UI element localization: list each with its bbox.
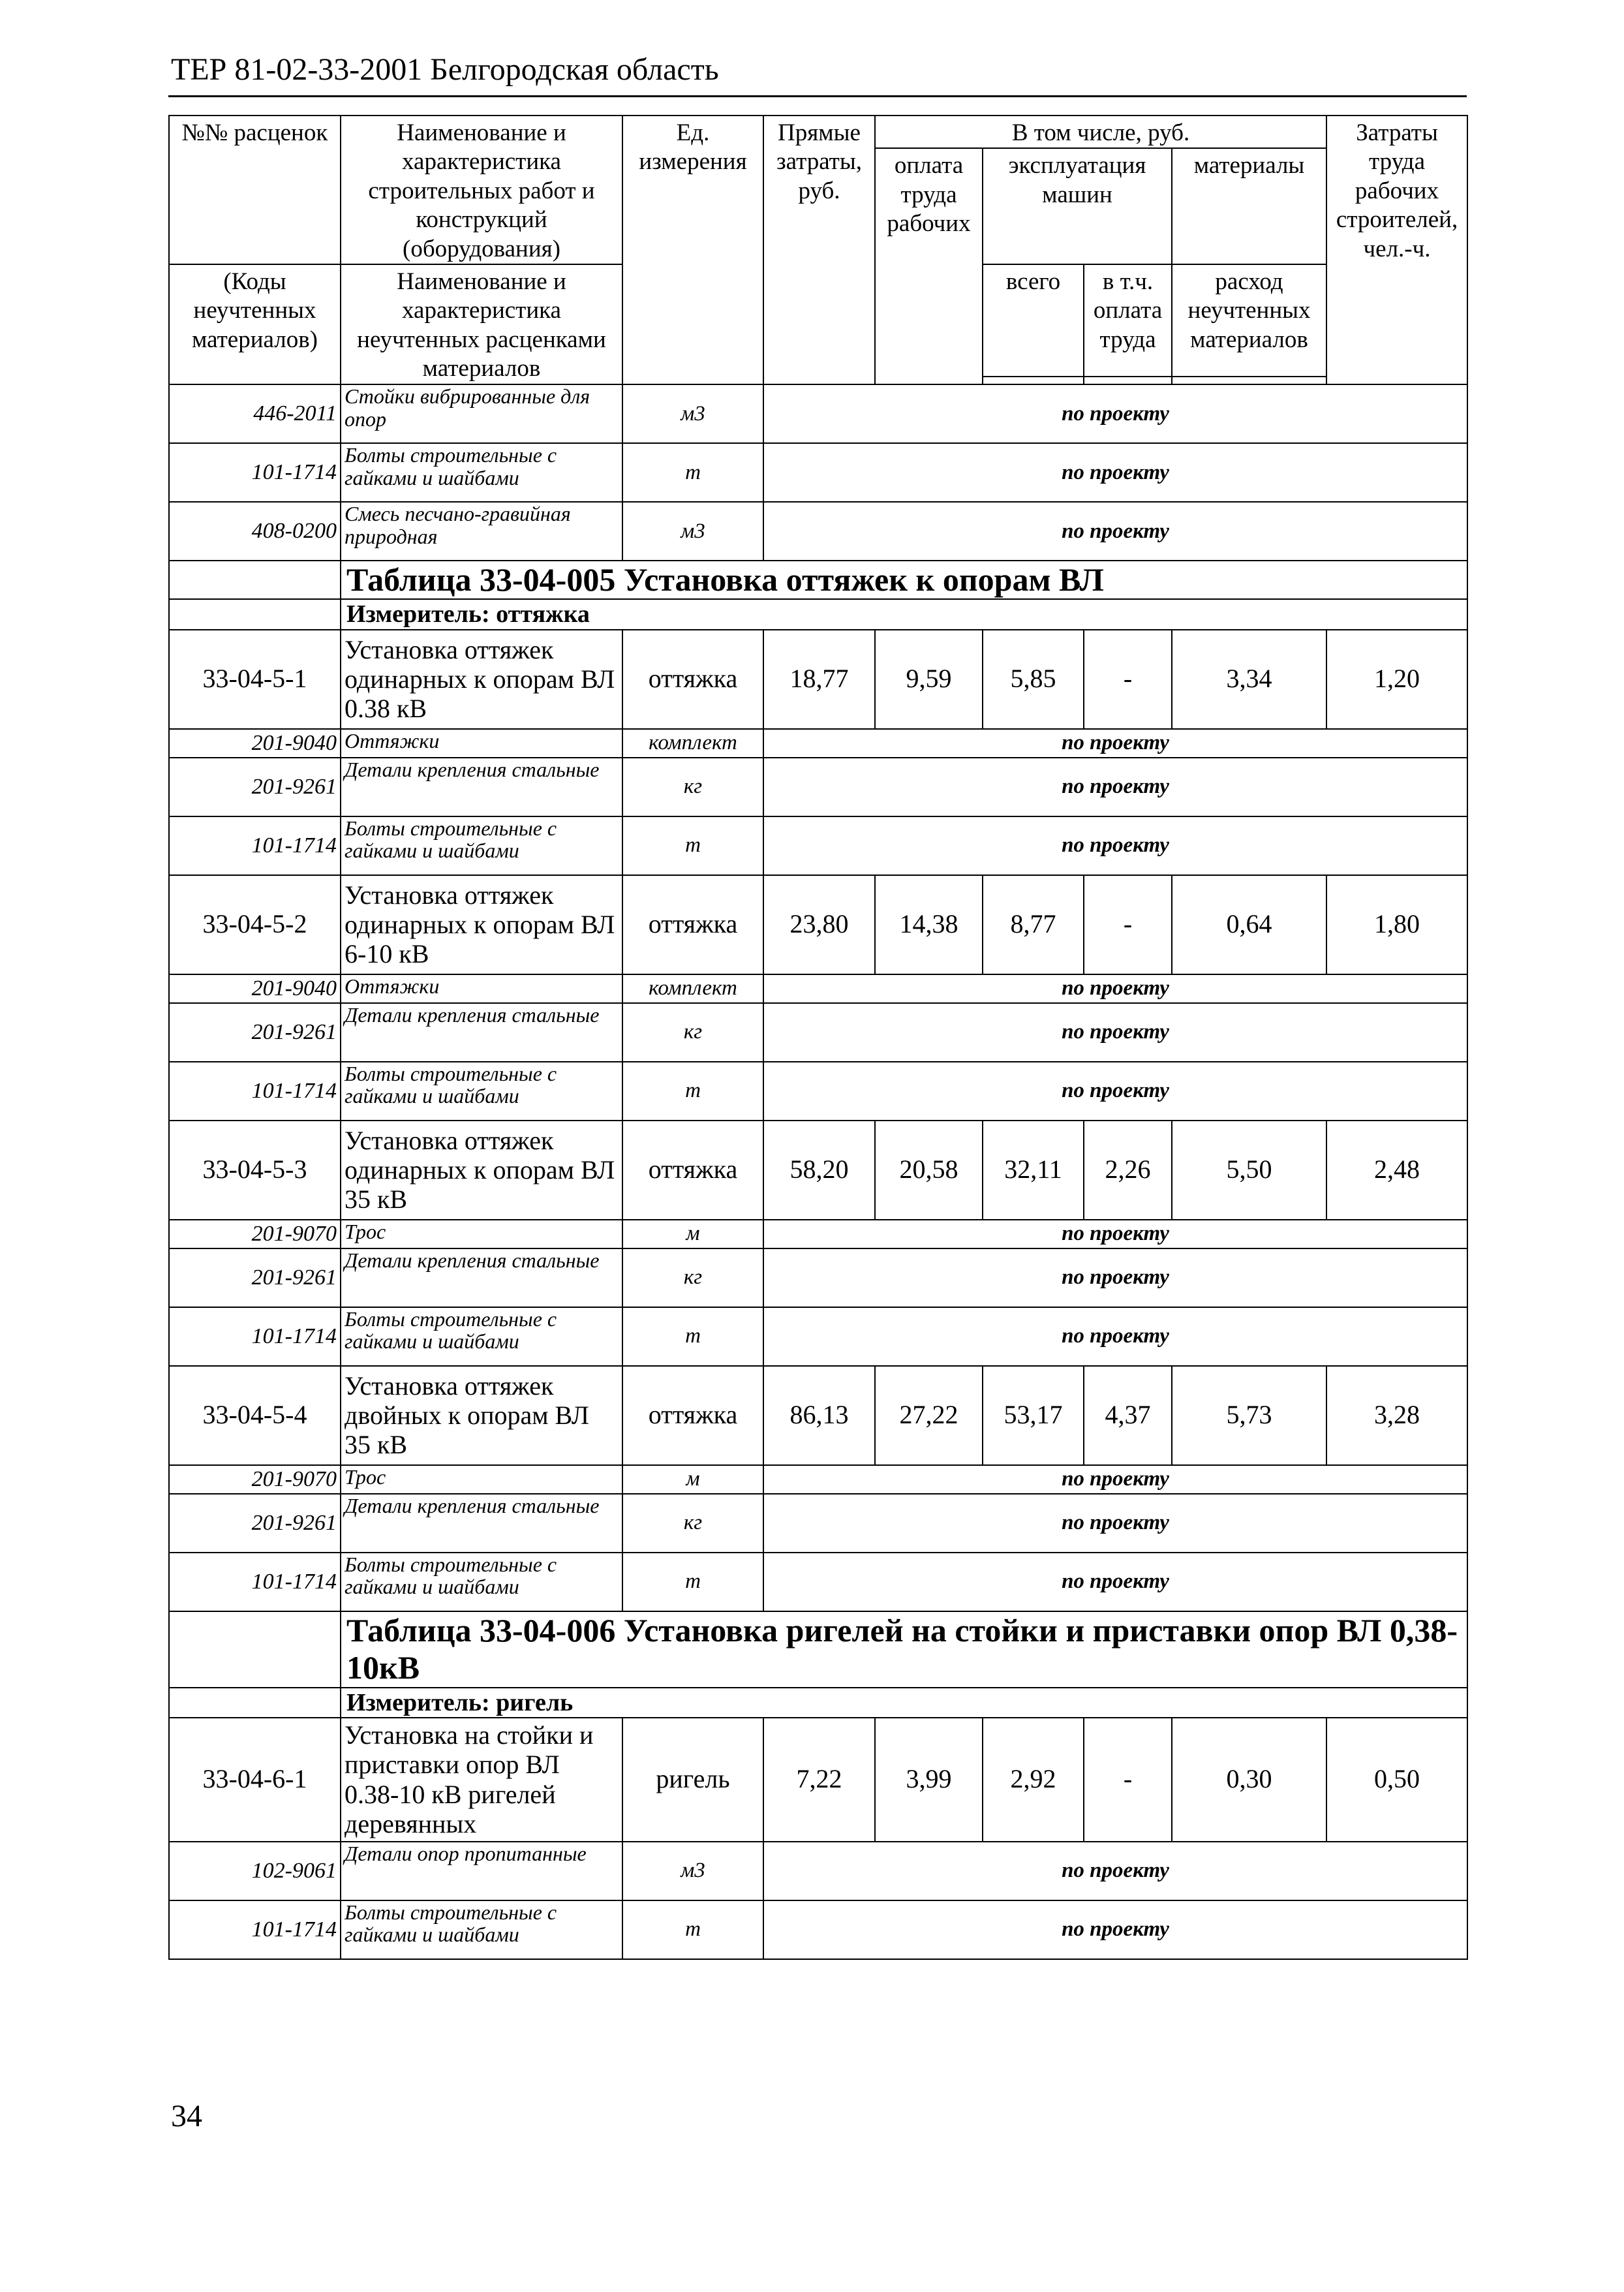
header-mat-consumption: расход неучтенных материалов bbox=[1172, 264, 1326, 377]
material-value: по проекту bbox=[763, 1220, 1467, 1248]
material-code: 101-1714 bbox=[169, 816, 341, 875]
work-labor: 1,80 bbox=[1326, 875, 1467, 974]
material-unit: т bbox=[622, 1553, 763, 1611]
material-unit: комплект bbox=[622, 974, 763, 1003]
material-code: 101-1714 bbox=[169, 1307, 341, 1366]
header-incl: В том числе, руб. bbox=[875, 116, 1326, 148]
material-value: по проекту bbox=[763, 1003, 1467, 1062]
page-number: 34 bbox=[171, 2099, 202, 2133]
material-code: 201-9070 bbox=[169, 1220, 341, 1248]
material-row bbox=[169, 974, 1467, 1003]
material-code: 201-9261 bbox=[169, 1003, 341, 1062]
material-name: Болты строительные с гайками и шайбами bbox=[341, 1553, 622, 1611]
header-filler bbox=[983, 377, 1084, 384]
measure-spacer bbox=[169, 599, 341, 629]
material-row bbox=[169, 502, 1467, 561]
material-code: 102-9061 bbox=[169, 1842, 341, 1900]
work-labor: 2,48 bbox=[1326, 1121, 1467, 1220]
work-labor: 1,20 bbox=[1326, 630, 1467, 729]
material-name: Стойки вибрированные для опор bbox=[341, 384, 622, 443]
work-machines-wage: 2,26 bbox=[1084, 1121, 1172, 1220]
table-title: Таблица 33-04-006 Установка ригелей на стойки и приставки опор ВЛ 0,38-10кВ bbox=[341, 1611, 1467, 1688]
work-direct-cost: 86,13 bbox=[763, 1366, 875, 1465]
table-title-row bbox=[169, 1611, 1467, 1688]
material-unit: кг bbox=[622, 1494, 763, 1553]
work-machines-total: 8,77 bbox=[983, 875, 1084, 974]
material-row bbox=[169, 443, 1467, 502]
material-value: по проекту bbox=[763, 729, 1467, 758]
material-value: по проекту bbox=[763, 1842, 1467, 1900]
material-unit: т bbox=[622, 1062, 763, 1121]
material-code: 101-1714 bbox=[169, 1900, 341, 1959]
work-machines-wage: - bbox=[1084, 875, 1172, 974]
material-unit: комплект bbox=[622, 729, 763, 758]
material-value: по проекту bbox=[763, 502, 1467, 561]
material-code: 101-1714 bbox=[169, 1553, 341, 1611]
material-value: по проекту bbox=[763, 1248, 1467, 1307]
work-materials: 5,50 bbox=[1172, 1121, 1326, 1220]
page-header: ТЕР 81-02-33-2001 Белгородская область bbox=[171, 52, 719, 87]
material-unit: т bbox=[622, 816, 763, 875]
material-code: 201-9040 bbox=[169, 729, 341, 758]
work-materials: 0,64 bbox=[1172, 875, 1326, 974]
work-name: Установка оттяжек двойных к опорам ВЛ 35 кВ bbox=[341, 1366, 622, 1465]
work-machines-wage: - bbox=[1084, 630, 1172, 729]
material-name: Детали крепления стальные bbox=[341, 1003, 622, 1062]
work-machines-total: 32,11 bbox=[983, 1121, 1084, 1220]
material-row bbox=[169, 1494, 1467, 1553]
material-row bbox=[169, 729, 1467, 758]
work-direct-cost: 58,20 bbox=[763, 1121, 875, 1220]
work-wage: 9,59 bbox=[875, 630, 983, 729]
header-unit: Ед. измерения bbox=[622, 116, 763, 384]
material-row bbox=[169, 758, 1467, 816]
header-wage: оплата труда рабочих bbox=[875, 148, 983, 384]
material-name: Детали крепления стальные bbox=[341, 1494, 622, 1553]
work-name: Установка оттяжек одинарных к опорам ВЛ 35 кВ bbox=[341, 1121, 622, 1220]
measure-row bbox=[169, 1688, 1467, 1718]
title-spacer bbox=[169, 561, 341, 600]
material-row bbox=[169, 1307, 1467, 1366]
material-row bbox=[169, 1062, 1467, 1121]
material-unit: т bbox=[622, 1307, 763, 1366]
header-filler bbox=[1172, 377, 1326, 384]
material-unit: т bbox=[622, 1900, 763, 1959]
material-row bbox=[169, 1465, 1467, 1494]
material-value: по проекту bbox=[763, 1900, 1467, 1959]
material-name: Смесь песчано-гравийная природная bbox=[341, 502, 622, 561]
material-unit: т bbox=[622, 443, 763, 502]
material-name: Трос bbox=[341, 1220, 622, 1248]
work-machines-total: 5,85 bbox=[983, 630, 1084, 729]
header-direct: Прямые затраты, руб. bbox=[763, 116, 875, 384]
work-code: 33-04-5-2 bbox=[169, 875, 341, 974]
material-unit: кг bbox=[622, 1003, 763, 1062]
material-code: 201-9261 bbox=[169, 1248, 341, 1307]
material-unit: м3 bbox=[622, 384, 763, 443]
work-machines-wage: - bbox=[1084, 1718, 1172, 1842]
material-value: по проекту bbox=[763, 1465, 1467, 1494]
material-value: по проекту bbox=[763, 443, 1467, 502]
work-unit: оттяжка bbox=[622, 1366, 763, 1465]
work-unit: оттяжка bbox=[622, 1121, 763, 1220]
material-row bbox=[169, 1220, 1467, 1248]
material-row bbox=[169, 816, 1467, 875]
material-code: 201-9261 bbox=[169, 1494, 341, 1553]
work-machines-total: 2,92 bbox=[983, 1718, 1084, 1842]
work-code: 33-04-5-1 bbox=[169, 630, 341, 729]
work-unit: оттяжка bbox=[622, 875, 763, 974]
table-title: Таблица 33-04-005 Установка оттяжек к опорам ВЛ bbox=[341, 561, 1467, 600]
material-row bbox=[169, 1842, 1467, 1900]
material-row bbox=[169, 384, 1467, 443]
material-code: 201-9261 bbox=[169, 758, 341, 816]
work-name: Установка оттяжек одинарных к опорам ВЛ 0.38 кВ bbox=[341, 630, 622, 729]
work-materials: 0,30 bbox=[1172, 1718, 1326, 1842]
header-name-bottom: Наименование и характеристика неучтенных расценками материалов bbox=[341, 264, 622, 384]
work-machines-total: 53,17 bbox=[983, 1366, 1084, 1465]
header-mach-total: всего bbox=[983, 264, 1084, 377]
work-row bbox=[169, 1121, 1467, 1220]
material-code: 101-1714 bbox=[169, 1062, 341, 1121]
header-row-1 bbox=[169, 116, 1467, 148]
header-name-top: Наименование и характеристика строительных работ и конструкций (оборудования) bbox=[341, 116, 622, 264]
work-row bbox=[169, 875, 1467, 974]
work-direct-cost: 23,80 bbox=[763, 875, 875, 974]
measure-unit: Измеритель: оттяжка bbox=[341, 599, 1467, 629]
header-filler bbox=[1084, 377, 1172, 384]
work-name: Установка на стойки и приставки опор ВЛ 0.38-10 кВ ригелей деревянных bbox=[341, 1718, 622, 1842]
title-spacer bbox=[169, 1611, 341, 1688]
work-unit: оттяжка bbox=[622, 630, 763, 729]
material-unit: м3 bbox=[622, 502, 763, 561]
material-code: 101-1714 bbox=[169, 443, 341, 502]
material-value: по проекту bbox=[763, 1494, 1467, 1553]
measure-row bbox=[169, 599, 1467, 629]
header-machines: эксплуатация машин bbox=[983, 148, 1172, 264]
header-mach-wage: в т.ч. оплата труда bbox=[1084, 264, 1172, 377]
material-value: по проекту bbox=[763, 758, 1467, 816]
table-title-row bbox=[169, 561, 1467, 600]
work-wage: 27,22 bbox=[875, 1366, 983, 1465]
work-wage: 3,99 bbox=[875, 1718, 983, 1842]
work-code: 33-04-6-1 bbox=[169, 1718, 341, 1842]
material-unit: кг bbox=[622, 1248, 763, 1307]
material-unit: м bbox=[622, 1220, 763, 1248]
material-name: Оттяжки bbox=[341, 974, 622, 1003]
work-name: Установка оттяжек одинарных к опорам ВЛ 6-10 кВ bbox=[341, 875, 622, 974]
material-value: по проекту bbox=[763, 384, 1467, 443]
material-name: Болты строительные с гайками и шайбами bbox=[341, 1900, 622, 1959]
material-value: по проекту bbox=[763, 1307, 1467, 1366]
work-code: 33-04-5-4 bbox=[169, 1366, 341, 1465]
material-name: Детали крепления стальные bbox=[341, 1248, 622, 1307]
material-value: по проекту bbox=[763, 1553, 1467, 1611]
work-materials: 5,73 bbox=[1172, 1366, 1326, 1465]
work-row bbox=[169, 630, 1467, 729]
material-row bbox=[169, 1900, 1467, 1959]
material-row bbox=[169, 1248, 1467, 1307]
work-wage: 14,38 bbox=[875, 875, 983, 974]
material-name: Трос bbox=[341, 1465, 622, 1494]
header-rule bbox=[168, 95, 1467, 97]
work-machines-wage: 4,37 bbox=[1084, 1366, 1172, 1465]
material-code: 408-0200 bbox=[169, 502, 341, 561]
work-labor: 3,28 bbox=[1326, 1366, 1467, 1465]
work-labor: 0,50 bbox=[1326, 1718, 1467, 1842]
measure-spacer bbox=[169, 1688, 341, 1718]
material-row bbox=[169, 1553, 1467, 1611]
work-row bbox=[169, 1718, 1467, 1842]
material-code: 446-2011 bbox=[169, 384, 341, 443]
work-wage: 20,58 bbox=[875, 1121, 983, 1220]
material-name: Болты строительные с гайками и шайбами bbox=[341, 816, 622, 875]
header-materials: материалы bbox=[1172, 148, 1326, 264]
material-unit: м bbox=[622, 1465, 763, 1494]
work-code: 33-04-5-3 bbox=[169, 1121, 341, 1220]
material-name: Болты строительные с гайками и шайбами bbox=[341, 1307, 622, 1366]
material-value: по проекту bbox=[763, 974, 1467, 1003]
material-name: Детали крепления стальные bbox=[341, 758, 622, 816]
work-direct-cost: 7,22 bbox=[763, 1718, 875, 1842]
work-direct-cost: 18,77 bbox=[763, 630, 875, 729]
work-materials: 3,34 bbox=[1172, 630, 1326, 729]
rates-table bbox=[168, 115, 1468, 1960]
material-name: Оттяжки bbox=[341, 729, 622, 758]
work-unit: ригель bbox=[622, 1718, 763, 1842]
material-name: Болты строительные с гайками и шайбами bbox=[341, 443, 622, 502]
header-labor: Затраты труда рабочих строителей, чел.-ч. bbox=[1326, 116, 1467, 384]
material-name: Болты строительные с гайками и шайбами bbox=[341, 1062, 622, 1121]
material-unit: кг bbox=[622, 758, 763, 816]
material-code: 201-9070 bbox=[169, 1465, 341, 1494]
header-code-bottom: (Коды неучтенных материалов) bbox=[169, 264, 341, 384]
material-value: по проекту bbox=[763, 816, 1467, 875]
header-code-top: №№ расценок bbox=[169, 116, 341, 264]
measure-unit: Измеритель: ригель bbox=[341, 1688, 1467, 1718]
work-row bbox=[169, 1366, 1467, 1465]
material-name: Детали опор пропитанные bbox=[341, 1842, 622, 1900]
material-row bbox=[169, 1003, 1467, 1062]
material-code: 201-9040 bbox=[169, 974, 341, 1003]
material-unit: м3 bbox=[622, 1842, 763, 1900]
material-value: по проекту bbox=[763, 1062, 1467, 1121]
